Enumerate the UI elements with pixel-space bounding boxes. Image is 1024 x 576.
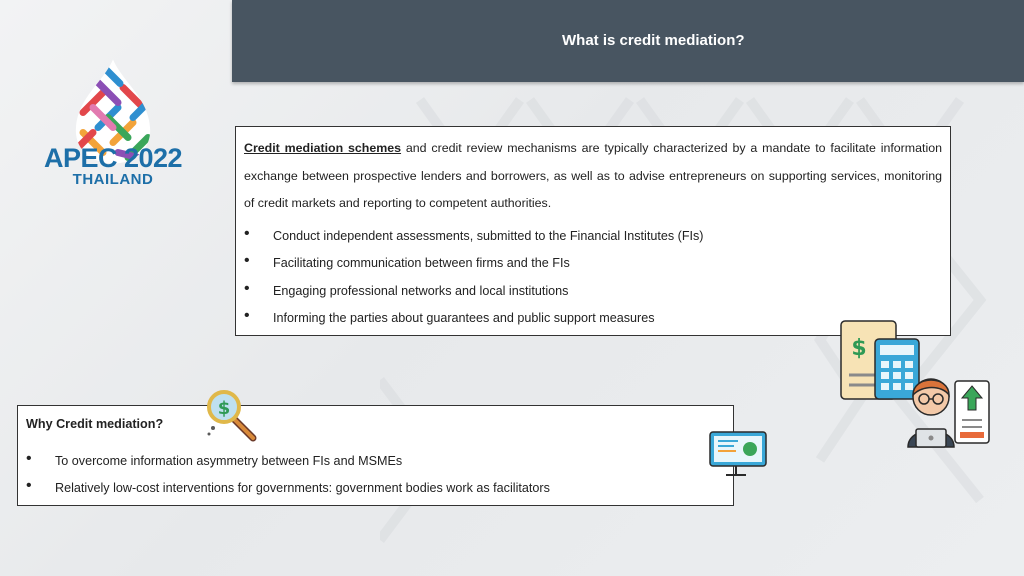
bullet-dot: • [244,279,250,297]
credit-mediation-definition-box [235,126,951,336]
definition-text: and credit review mechanisms are typically characterized by a mandate to facilitate information exchange between prospective lenders and borrowers, as well as to advise entrepreneurs on supporting services, monitoring of credit markets and reporting to competent authorities. [244,141,942,210]
svg-text:$: $ [851,336,867,361]
definition-lead-term: Credit mediation schemes [244,141,402,155]
header-bar [232,0,1024,82]
why-box-title: Why Credit mediation? [26,417,164,431]
bullet-dot: • [26,450,32,467]
definition-paragraph [244,135,942,218]
growth-report-icon [952,378,992,446]
list-item-text: Relatively low-cost interventions for governments: government bodies work as facilitators [55,481,550,496]
why-credit-mediation-box [17,405,734,506]
logo-text-thailand: THAILAND [72,171,154,188]
list-item-text: Facilitating communication between firms and the FIs [273,256,570,271]
svg-text:$: $ [217,398,231,419]
bullet-dot: • [244,306,250,324]
bullet-dot: • [26,477,32,495]
list-item-text: Informing the parties about guarantees and public support measures [273,310,655,325]
money-search-icon [205,388,259,444]
list-item-text: Engaging professional networks and local institutions [273,283,569,298]
bullet-dot: • [244,225,250,242]
list-item-text: To overcome information asymmetry between FIs and MSMEs [55,454,403,468]
monitor-analytics-icon [708,430,768,478]
logo-text-apec: APEC 2022 [43,143,183,173]
list-item-text: Conduct independent assessments, submitted to the Financial Institutes (FIs) [273,229,704,243]
bullet-dot: • [244,252,250,270]
page-title: What is credit mediation? [562,32,745,49]
